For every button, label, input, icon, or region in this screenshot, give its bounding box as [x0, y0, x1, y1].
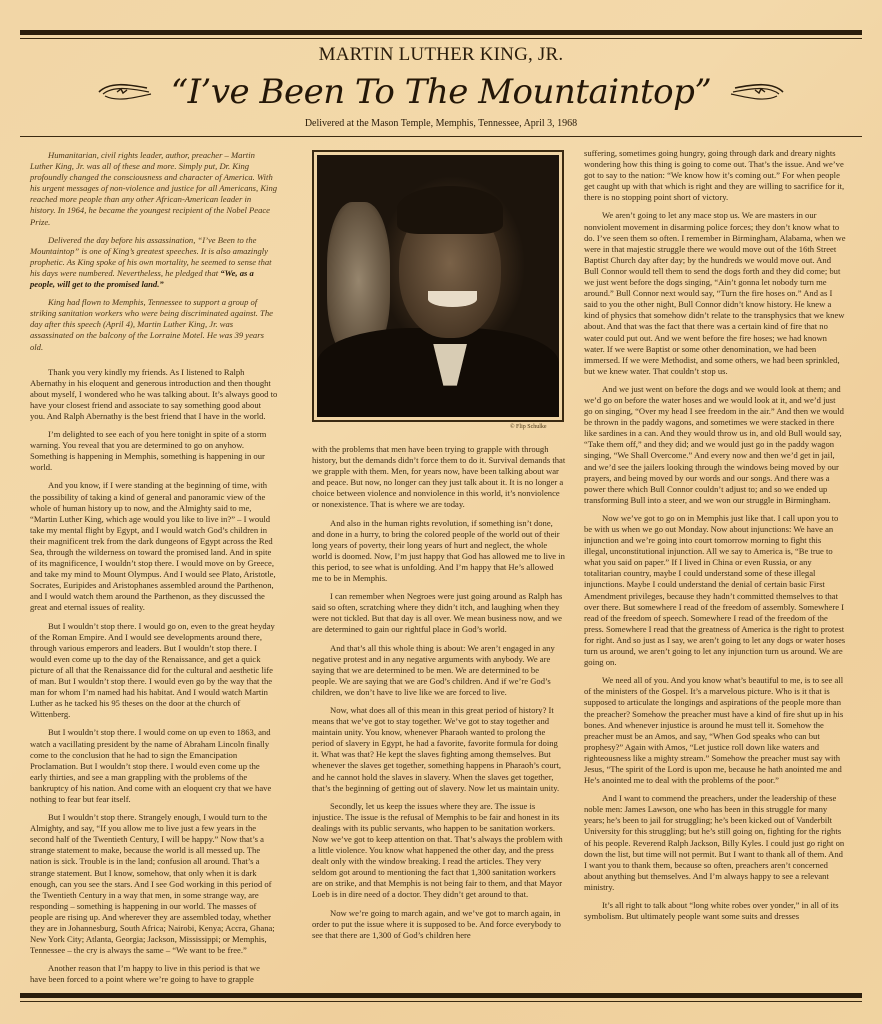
speech-paragraph: Another reason that I’m happy to live in this period is that we have been forced to a point where we’re going to have to grapple [30, 963, 260, 985]
speech-paragraph: Thank you very kindly my friends. As I listened to Ralph Abernathy in his eloquent and generous introduction and then thought about myself, I wondered who he was talking about. It’s always good to have your closest friend and associate to say something good about you. And Ralph Abernathy is the best friend that I have in the world. [30, 366, 278, 421]
speech-paragraph: Now we’re going to march again, and we’ve got to march again, in order to put the issue where it is supposed to be. And force everybody to see that there are 1,300 of God’s children here [312, 907, 561, 940]
column-1 [30, 150, 278, 992]
speech-paragraph: But I wouldn’t stop there. Strangely enough, I would turn to the Almighty, and say, “If you allow me to live just a few years in the second half of the Twentieth Century, I will be happy.” Now that’s a strange statement to make, because the world is all messed up. The nation is sick. Trouble is in the land; confusion all around. That’s a strange statement. But I know, somehow, that only when it is dark enough, can you see the stars. And I see God working in this period of the Twentieth Century in a way that men, in some strange way, are responding – something is happening in our world. The masses of people are rising up. And wherever they are assembled today, whether they are in Johannesburg, South Africa; Nairobi, Kenya; Accra, Ghana; New York City; Atlanta, Georgia; Jackson, Mississippi; or Memphis, Tennessee – the cry is always the same – “We want to be free.” [30, 812, 275, 956]
delivery-info: Delivered at the Mason Temple, Memphis, Tennessee, April 3, 1968 [304, 118, 578, 129]
speech-paragraph: But I wouldn’t stop there. I would go on, even to the great heyday of the Roman Empire. And I would see developments around there, through various emperors and leaders. But I wouldn’t stop there. I would even come up to the day of the Renaissance, and get a quick picture of all that the Renaissance did for the cultural and aesthetic life of man. But I wouldn’t stop there. I would even go by the way that the man for whom I’m named had his habitat. And I would watch Martin Luther as he tacked his 95 theses on the door at the church of Wittenberg. [30, 620, 275, 720]
header-divider [20, 136, 862, 137]
speech-paragraph: And that’s all this whole thing is about: We aren’t engaged in any negative protest and in any negative arguments with anybody. We are saying that we are determined to be men. We are determined to be people. We are saying that we are God’s children. And if we’re God’s children, we don’t have to live like we are forced to live. [312, 642, 555, 697]
speech-paragraph: And we just went on before the dogs and we would look at them; and we’d go on before the water hoses and we would look at it, and we’d just go on singing, “Over my head I see freedom in the air.” And then we would be thrown in the paddy wagons, and sometimes we were stacked in there like sardines in a can. And they would throw us in, and old Bull would say, “Take them off,” and they did; and we would just go in the paddy wagon singing, “We Shall Overcome.” And every now and then we’d get in jail, and we’d see the jailers looking through the windows being moved by our prayers, and being moved by our words and our songs. And there was a power there which Bull Connor couldn’t adjust to; and so we ended up transforming Bull into a steer, and we won our struggle in Birmingham. [584, 383, 844, 505]
speech-paragraph: And I want to commend the preachers, under the leadership of these noble men: James Lawson, one who has been in this struggle for many years; he’s been to jail for struggling; he’s been kicked out of Vanderbilt University for this struggling; but he’s still going on, fighting for the rights of his people. Reverend Ralph Jackson, Billy Kyles. I could just go right on down the list, but time will not permit. But I want to thank all of them. And I want you to thank them, because so often, preachers aren’t concerned about anything but themselves. And I’m always happy to see a relevant ministry. [584, 793, 845, 892]
speech-paragraph: And also in the human rights revolution, if something isn’t done, and done in a hurry, to bring the colored people of the world out of their long years of poverty, their long years of hurt and neglect, the whole world is doomed. Now, I’m just happy that God has allowed me to live in this period, to see what is unfolding. And I’m happy that He’s allowed me to be in Memphis. [312, 517, 565, 584]
speech-paragraph: with the problems that men have been trying to grapple with through history, but the demands didn’t force them to do it. Survival demands that we grapple with them. Men, for years now, have been talking about war and peace. But now, no longer can they just talk about it. It is no longer a choice between violence and nonviolence in this world, it’s nonviolence or nonexistence. That is where we are today. [312, 444, 566, 510]
speech-paragraph: It’s all right to talk about “long white robes over yonder,” in all of its symbolism. But ultimately people want some suits and dresses [584, 900, 839, 922]
flourish-ornament-right-icon [729, 80, 785, 104]
speech-paragraph: Now we’ve got to go on in Memphis just like that. I call upon you to be with us when we go out Monday. Now about injunctions: We have an injunction and we’re going into court tomorrow morning to fight this illegal, unconstitutional injunction. All we say to America is, “Be true to what you said on paper.” If I lived in China or even Russia, or any totalitarian country, maybe I could understand some of these illegal injunctions. Maybe I could understand the denial of certain basic First Amendment privileges, because they hadn’t committed themselves to that over there. But somewhere I read of the freedom of assembly. Somewhere I read of the freedom of speech. Somewhere I read of the freedom of the press. Somewhere I read that the greatness of America is the right to protest for right. And so just as I say, we aren’t going to let any dogs or water hoses turn us around, we aren’t going to let any injunction turn us around. We are going on. [584, 512, 846, 668]
portrait-photo [317, 155, 559, 417]
intro-pledge-quote: “We, as a people, will get to the promised land.” [30, 267, 254, 290]
photo-credit: © Flip Schulke [510, 424, 547, 430]
speech-title: “I’ve Been To The Mountaintop” [170, 72, 712, 112]
speech-paragraph: suffering, sometimes going hungry, going through dark and dreary nights wondering how this thing is going to come out. That’s the issue. And we’ve got to say to the nation: “We know how it’s coming out.” For when people get caught up with that which is right and they are willing to sacrifice for it, there is no stopping point short of victory. [584, 148, 845, 203]
column-3 [584, 148, 846, 929]
speech-paragraph: Secondly, let us keep the issues where they are. The issue is injustice. The issue is the refusal of Memphis to be fair and honest in its dealings with its public servants, who happen to be sanitation workers. Now we’ve got to keep attention on that. That’s always the problem with a little violence. You know what happened the other day, and the press dealt only with the window breaking. I read the articles. They very seldom got around to mentioning the fact that 1,300 sanitation workers are on strike, and that Memphis is not being fair to them, and that Mayor Loeb is in dire need of a doctor. They didn’t get around to that. [312, 800, 563, 900]
intro-text: Delivered the day before his assassination, “I’ve Been to the Mountaintop” is one of King’s greatest speeches. It is also amazingly prophetic. As King spoke of his own mortality, he seemed to sense that his days were numbered. Nevertheless, he pledged that [30, 234, 272, 278]
top-border-thin [20, 38, 862, 39]
portrait-frame [312, 150, 564, 422]
top-border-thick [20, 30, 862, 35]
document-header [0, 44, 882, 129]
speech-paragraph: And you know, if I were standing at the beginning of time, with the possibility of taking a kind of general and panoramic view of the whole of human history up to now, and the Almighty said to me, “Martin Luther King, which age would you like to live in?” – I would take my mental flight by Egypt, and I would watch God’s children in their magnificent trek from the dark dungeons of Egypt across the Red Sea, through the wilderness on toward the promised land. And in spite of its magnificence, I wouldn’t stop there. I would move on by Greece, and take my mind to Mount Olympus. And I would see Plato, Aristotle, Socrates, Euripides and Aristophanes assembled around the Parthenon, and I would watch them around the Parthenon, as they discussed the great and eternal issues of reality. [30, 480, 276, 613]
smile [428, 291, 476, 307]
intro-paragraph [30, 235, 278, 290]
column-2 [312, 444, 566, 948]
hair [397, 186, 503, 233]
intro-section [30, 150, 278, 353]
speech-paragraph: I’m delighted to see each of you here tonight in spite of a storm warning. You reveal that you are determined to go on anyhow. Something is happening in Memphis, something is happening in our world. [30, 429, 267, 473]
speech-paragraph: Now, what does all of this mean in this great period of history? It means that we’ve got to stay together. We’ve got to stay together and maintain unity. You know, whenever Pharaoh wanted to prolong the period of slavery in Egypt, he had a favorite, favorite formula for doing it. What was that? He kept the slaves fighting among themselves. But whenever the slaves get together, something happens in Pharaoh’s court, and he cannot hold the slaves in slavery. When the slaves get together, that’s the beginning of getting out of slavery. Now let us maintain unity. [312, 704, 562, 793]
speech-paragraph: But I wouldn’t stop there. I would come on up even to 1863, and watch a vacillating president by the name of Abraham Lincoln finally come to the conclusion that he had to sign the Emancipation Proclamation. But I wouldn’t stop there. I would even come up the early thirties, and see a man grappling with the problems of the bankruptcy of his nation. And come with an eloquent cry that we have nothing to fear but fear itself. [30, 727, 272, 804]
intro-paragraph: Humanitarian, civil rights leader, author, preacher – Martin Luther King, Jr. was all of these and more. Simply put, Dr. King profoundly changed the consciousness and character of America. With his urgent messages of non-violence and justice for all Americans, King reached more people than any other African-American leader in history. In 1964, he became the youngest recipient of the Nobel Peace Prize. [30, 150, 278, 227]
speech-paragraph: I can remember when Negroes were just going around as Ralph has said so often, scratching where they didn’t itch, and laughing when they were not tickled. But that day is all over. We mean business now, and we are determined to gain our rightful place in God’s world. [312, 591, 563, 635]
author-name: MARTIN LUTHER KING, JR. [318, 44, 564, 65]
flourish-ornament-left-icon [97, 80, 153, 104]
intro-paragraph: King had flown to Memphis, Tennessee to support a group of striking sanitation workers who were being discriminated against. The day after this speech (April 4), Martin Luther King, Jr. was assassinated on the balcony of the Lorraine Motel. He was 39 years old. [30, 297, 273, 352]
suit [317, 328, 559, 417]
speech-paragraph: We aren’t going to let any mace stop us. We are masters in our nonviolent movement in disarming police forces; they don’t know what to do. I’ve seen them so often. I remember in Birmingham, Alabama, when we were in that majestic struggle there we would move out of the 16th Street Baptist Church day after day; by the hundreds we would move out. And Bull Connor would tell them to send the dogs forth and they did come; but we just went before the dogs singing, “Ain’t gonna let nobody turn me around.” Bull Connor next would say, “Turn the fire hoses on.” And as I said to you the other night, Bull Connor didn’t know history. He knew a kind of physics that somehow didn’t relate to the transphysics that we knew about. And that was the fact that there was a certain kind of fire that no water could put out. And we went before the fire hoses; we had known water. If we were Baptist or some other denomination, we had been immersed. If we were Methodist, and some others, we had been sprinkled, but we knew water. That couldn’t stop us. [584, 210, 846, 376]
bottom-border-thin [20, 1001, 862, 1002]
speech-paragraph: We need all of you. And you know what’s beautiful to me, is to see all of the ministers of the Gospel. It’s a marvelous picture. Who is it that is supposed to articulate the longings and aspirations of the people more than the preacher? Somehow the preacher must have a kind of fire shut up in his bones. And whenever injustice is around he must tell it. Somehow the preacher must be an Amos, and say, “When God speaks who can but prophesy?” Again with Amos, “Let justice roll down like waters and righteousness like a mighty stream.” Somehow the preacher must say with Jesus, “The spirit of the Lord is upon me, because he hath anointed me and He’s anointed me to deal with the problems of the poor.” [584, 675, 844, 786]
bottom-border-thick [20, 993, 862, 998]
title-row [0, 72, 882, 112]
